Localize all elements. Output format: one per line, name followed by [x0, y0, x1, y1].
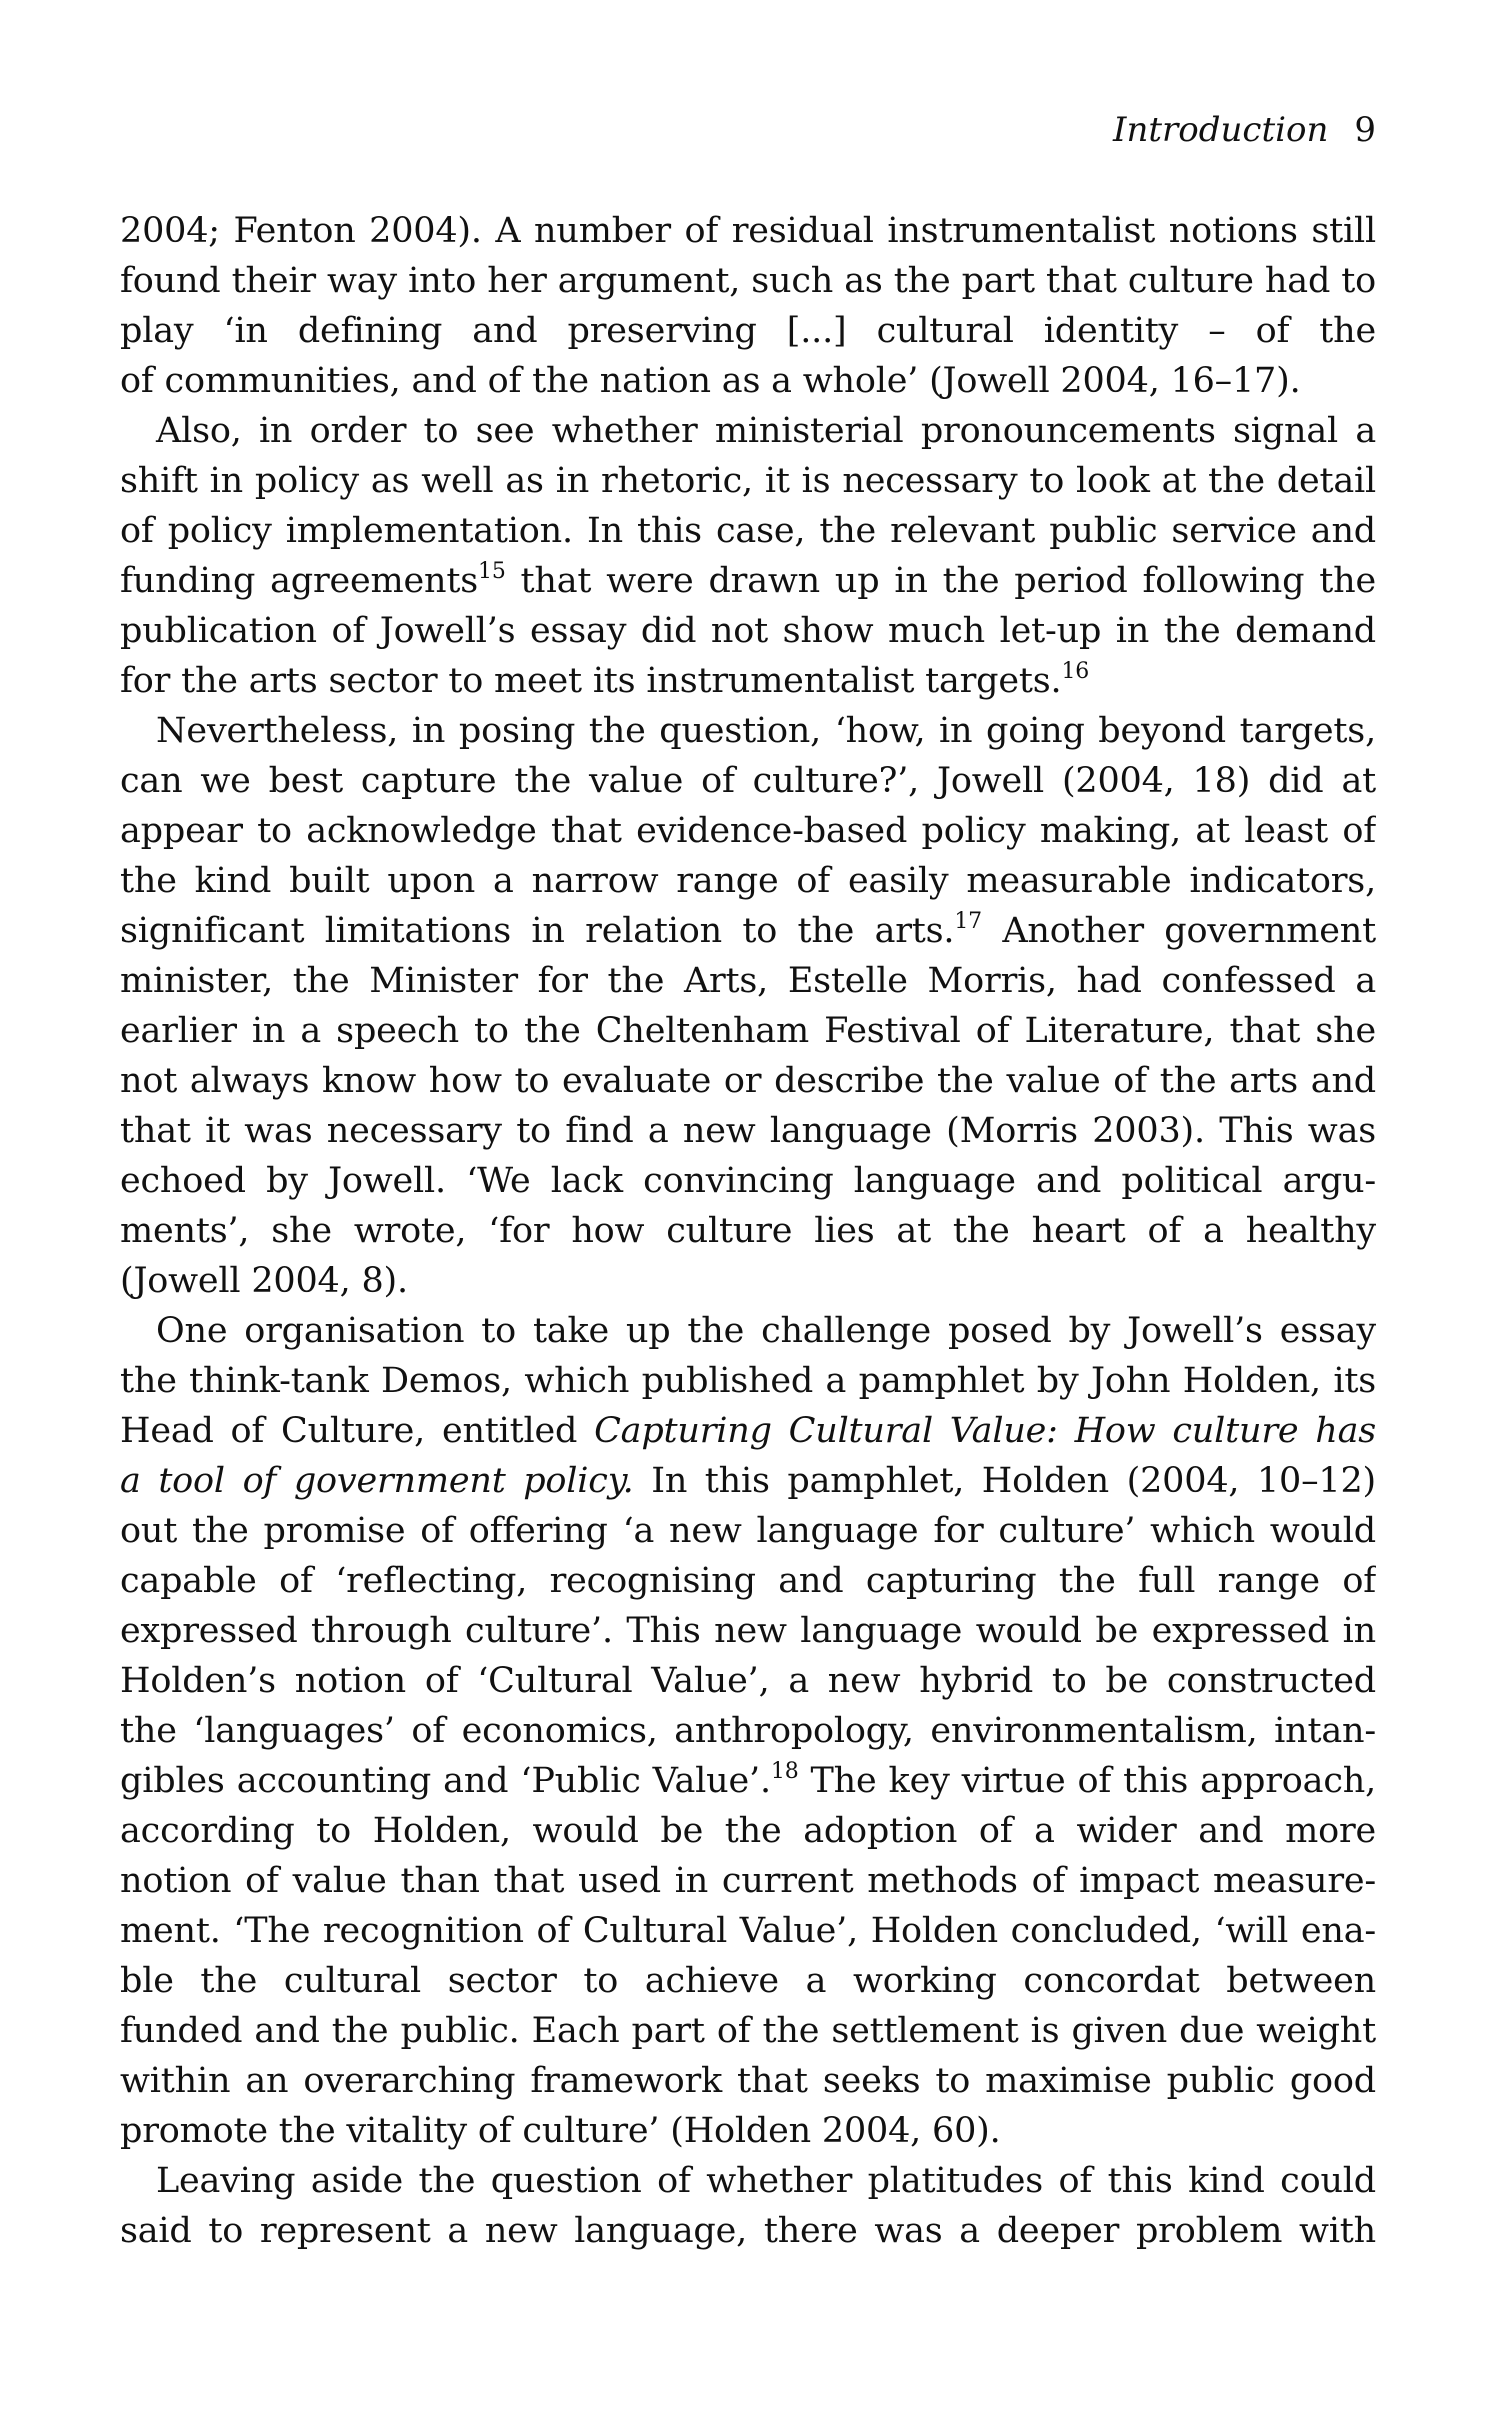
- text-line: of communities, and of the nation as a whole’ (Jowell 2004, 16–17).: [120, 361, 1301, 401]
- text-line: Leaving aside the question of whether platitudes of this kind could: [156, 2161, 1376, 2201]
- text-segment: gibles accounting and ‘Public Value’.: [120, 1761, 771, 1801]
- text-line: the ‘languages’ of economics, anthropology, environmentalism, intan-: [120, 1711, 1376, 1751]
- text-line: ble the cultural sector to achieve a working concordat between: [120, 1961, 1376, 2001]
- text-line: said to represent a new language, there was a deeper problem with: [120, 2211, 1376, 2251]
- text-line: (Jowell 2004, 8).: [120, 1261, 408, 1301]
- text-line: the think-tank Demos, which published a pamphlet by John Holden, its: [120, 1361, 1376, 1401]
- footnote-ref-15[interactable]: 15: [478, 559, 506, 584]
- text-segment: funding agreements: [120, 561, 479, 601]
- running-head-title: Introduction: [1113, 110, 1329, 150]
- footnote-ref-16[interactable]: 16: [1061, 659, 1090, 684]
- text-line: play ‘in defining and preserving [...] cultural identity – of the: [120, 311, 1376, 351]
- text-segment: that were drawn up in the period following the: [505, 561, 1376, 601]
- page-number: 9: [1354, 110, 1376, 150]
- book-page: [120, 0, 1376, 2421]
- text-line: Also, in order to see whether ministerial pronouncements signal a: [156, 411, 1376, 451]
- text-line: promote the vitality of culture’ (Holden 2004, 60).: [120, 2111, 1001, 2151]
- text-line: funded and the public. Each part of the settlement is given due weight: [120, 2011, 1376, 2051]
- text-line: that it was necessary to find a new language (Morris 2003). This was: [120, 1111, 1376, 1151]
- text-line: ment. ‘The recognition of Cultural Value’, Holden concluded, ‘will ena-: [120, 1911, 1376, 1951]
- text-line: Nevertheless, in posing the question, ‘how, in going beyond targets,: [156, 711, 1376, 751]
- footnote-ref-17[interactable]: 17: [954, 909, 982, 934]
- text-line: Holden’s notion of ‘Cultural Value’, a new hybrid to be constructed: [120, 1661, 1376, 1701]
- body-text: [120, 206, 1376, 2256]
- text-line: shift in policy as well as in rhetoric, it is necessary to look at the detail: [120, 461, 1376, 501]
- text-line: ments’, she wrote, ‘for how culture lies at the heart of a healthy: [120, 1211, 1376, 1251]
- text-line: the kind built upon a narrow range of easily measurable indicators,: [120, 861, 1376, 901]
- text-line: One organisation to take up the challenge posed by Jowell’s essay: [156, 1311, 1376, 1351]
- text-line: [120, 1406, 1376, 1456]
- text-line: of policy implementation. In this case, the relevant public service and: [120, 511, 1376, 551]
- text-segment: Another government: [981, 911, 1376, 951]
- pamphlet-title: a tool of government policy.: [120, 1461, 634, 1501]
- text-line: [120, 1756, 1376, 1806]
- footnote-ref-18[interactable]: 18: [770, 1759, 799, 1784]
- text-segment: Head of Culture, entitled: [120, 1411, 595, 1451]
- text-line: found their way into her argument, such as the part that culture had to: [120, 261, 1376, 301]
- text-line: can we best capture the value of culture?’, Jowell (2004, 18) did at: [120, 761, 1376, 801]
- text-line: [120, 906, 1376, 956]
- text-line: [120, 656, 1376, 706]
- text-line: out the promise of offering ‘a new language for culture’ which would: [120, 1511, 1376, 1551]
- text-line: publication of Jowell’s essay did not show much let-up in the demand: [120, 611, 1376, 651]
- text-segment: significant limitations in relation to the arts.: [120, 911, 955, 951]
- text-line: earlier in a speech to the Cheltenham Festival of Literature, that she: [120, 1011, 1376, 1051]
- text-segment: The key virtue of this approach,: [798, 1761, 1376, 1801]
- text-line: [120, 1456, 1376, 1506]
- text-line: appear to acknowledge that evidence-based policy making, at least of: [120, 811, 1376, 851]
- text-line: expressed through culture’. This new language would be expressed in: [120, 1611, 1376, 1651]
- text-line: 2004; Fenton 2004). A number of residual instrumentalist notions still: [120, 211, 1376, 251]
- text-line: minister, the Minister for the Arts, Estelle Morris, had confessed a: [120, 961, 1376, 1001]
- text-segment: In this pamphlet, Holden (2004, 10–12): [651, 1461, 1376, 1501]
- text-segment: for the arts sector to meet its instrumentalist targets.: [120, 661, 1062, 701]
- running-head: [1113, 110, 1376, 150]
- text-line: capable of ‘reflecting, recognising and capturing the full range of: [120, 1561, 1376, 1601]
- text-line: notion of value than that used in current methods of impact measure-: [120, 1861, 1376, 1901]
- text-line: within an overarching framework that seeks to maximise public good: [120, 2061, 1376, 2101]
- text-line: [120, 556, 1376, 606]
- text-line: according to Holden, would be the adoption of a wider and more: [120, 1811, 1376, 1851]
- pamphlet-title: Capturing Cultural Value: How culture has: [594, 1411, 1376, 1451]
- text-line: not always know how to evaluate or describe the value of the arts and: [120, 1061, 1376, 1101]
- text-line: echoed by Jowell. ‘We lack convincing language and political argu-: [120, 1161, 1376, 1201]
